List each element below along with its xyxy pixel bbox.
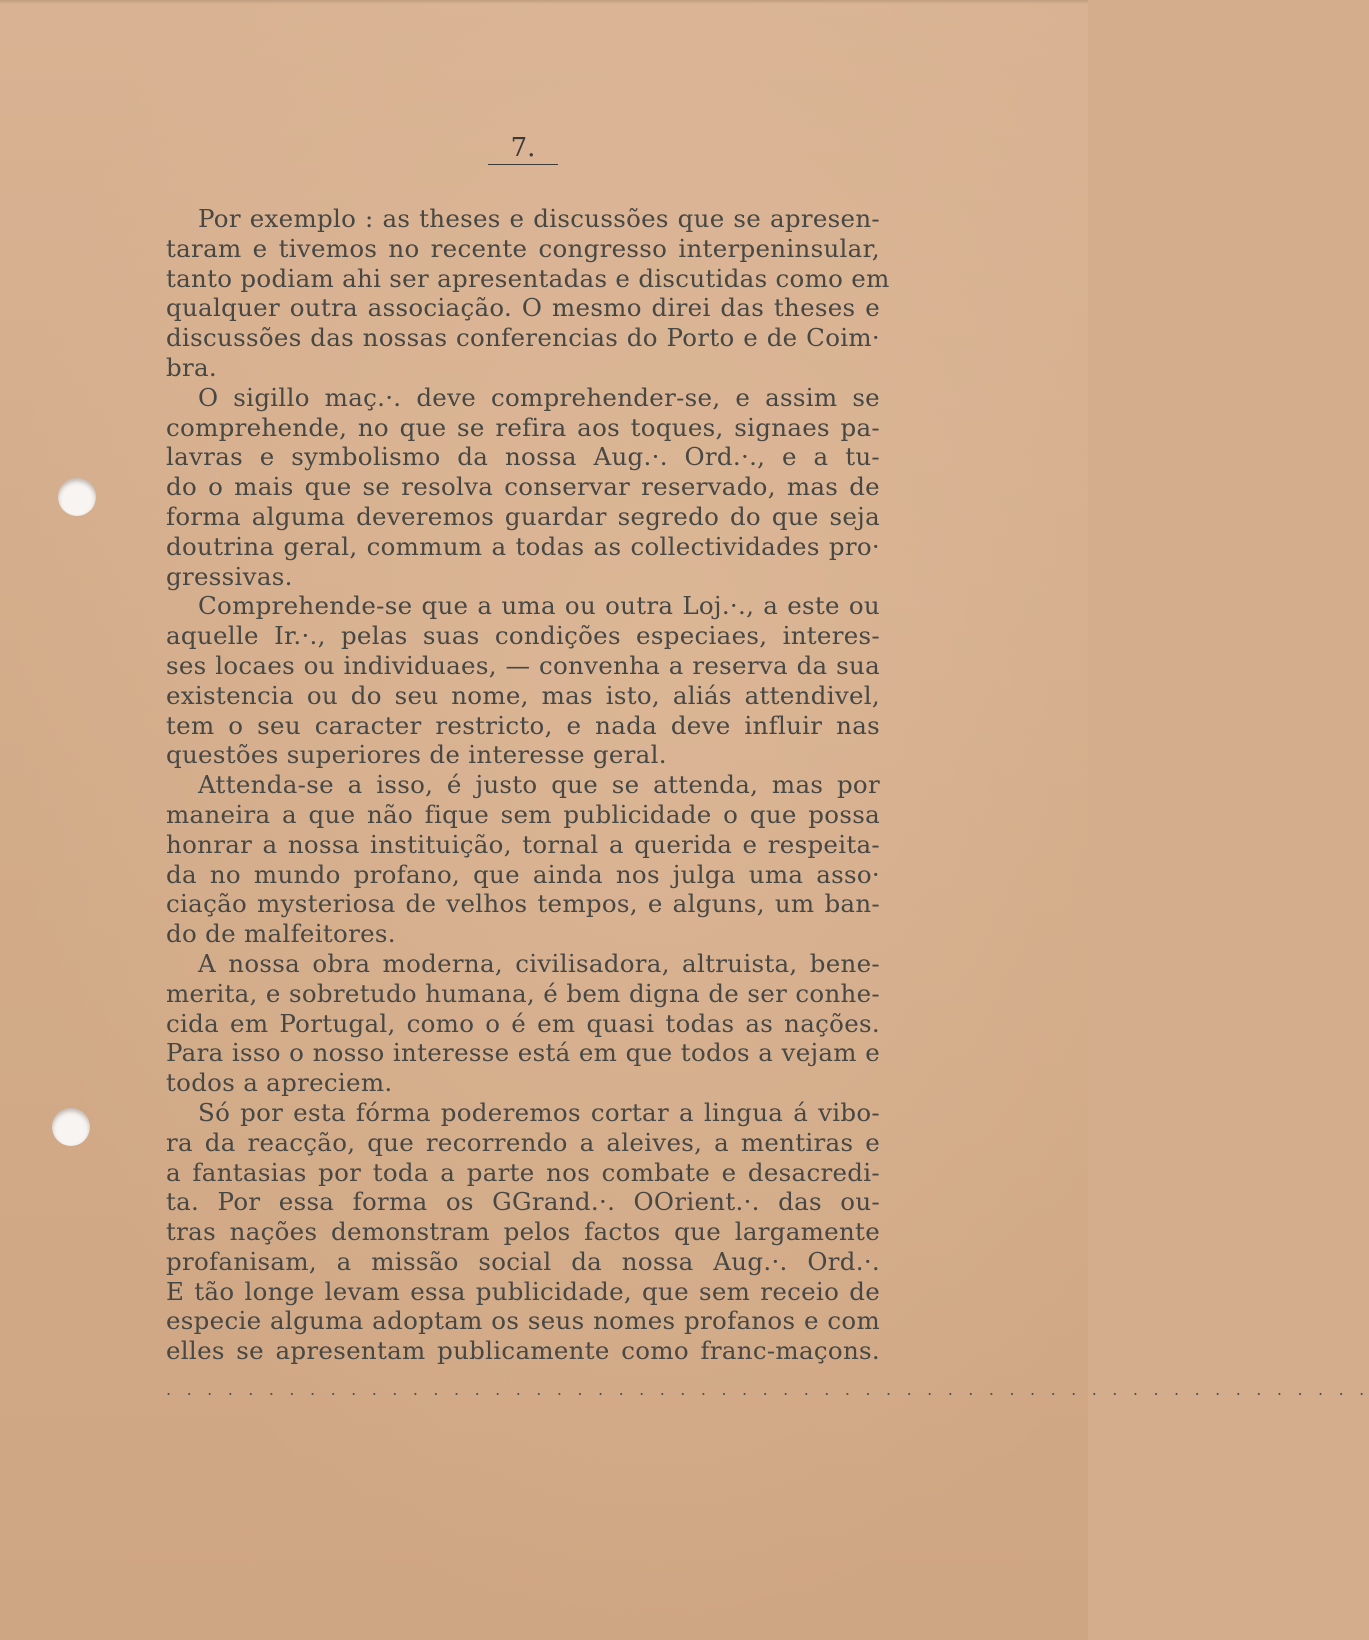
text-line: Attenda-se a isso, é justo que se attenda, mas por — [198, 770, 880, 800]
text-line: honrar a nossa instituição, tornal a querida e respeita- — [166, 829, 880, 859]
dotted-separator: . . . . . . . . . . . . . . . . . . . . . . . . . . . . . . . . . . . . . . . . . . . . . . . . . . . . . . . . . . . — [166, 1380, 1369, 1399]
text-line: Comprehende-se que a uma ou outra Loj.·., a este ou — [198, 591, 880, 621]
punch-hole-lower — [52, 1108, 90, 1146]
text-line: especie alguma adoptam os seus nomes profanos e com — [166, 1306, 880, 1336]
text-line: merita, e sobretudo humana, é bem digna de ser conhe- — [166, 978, 880, 1008]
page-top-edge — [0, 0, 1088, 4]
text-line: ra da reacção, que recorrendo a aleives, a mentiras e — [166, 1127, 880, 1157]
text-line: taram e tivemos no recente congresso interpeninsular, — [166, 233, 880, 263]
text-line: do de malfeitores. — [166, 919, 396, 949]
text-line: da no mundo profano, que ainda nos julga uma asso· — [166, 859, 880, 889]
text-line: ses locaes ou individuaes, — convenha a reserva da sua — [166, 650, 880, 680]
text-line: todos a apreciem. — [166, 1068, 393, 1098]
page-number: 7. — [488, 132, 558, 165]
text-line: a fantasias por toda a parte nos combate e desacredi- — [166, 1157, 880, 1187]
text-line: forma alguma deveremos guardar segredo do que seja — [166, 501, 880, 531]
text-line: qualquer outra associação. O mesmo direi das theses e — [166, 293, 880, 323]
text-line: tanto podiam ahi ser apresentadas e discutidas como em — [166, 263, 890, 293]
text-line: discussões das nossas conferencias do Porto e de Coim· — [166, 323, 880, 353]
text-line: O sigillo maç.·. deve comprehender-se, e assim se — [198, 382, 880, 412]
text-line: existencia ou do seu nome, mas isto, aliás attendivel, — [166, 680, 880, 710]
text-line: gressivas. — [166, 561, 293, 591]
text-line: A nossa obra moderna, civilisadora, altruista, bene- — [198, 948, 880, 978]
text-line: ta. Por essa forma os GGrand.·. OOrient.·. das ou- — [166, 1187, 880, 1217]
text-line: Só por esta fórma poderemos cortar a lingua á vibo- — [198, 1097, 880, 1127]
text-line: comprehende, no que se refira aos toques, signaes pa- — [166, 412, 880, 442]
text-line: Para isso o nosso interesse está em que todos a vejam e — [166, 1038, 880, 1068]
text-line: tem o seu caracter restricto, e nada deve influir nas — [166, 710, 880, 740]
body-text — [166, 204, 890, 1366]
punch-hole-upper — [58, 478, 96, 516]
text-line: questões superiores de interesse geral. — [166, 740, 667, 770]
text-line: aquelle Ir.·., pelas suas condições especiaes, interes- — [166, 621, 880, 651]
text-line: profanisam, a missão social da nossa Aug.·. Ord.·. — [166, 1246, 880, 1276]
text-line: ciação mysteriosa de velhos tempos, e alguns, um ban- — [166, 889, 880, 919]
text-line: do o mais que se resolva conservar reservado, mas de — [166, 472, 880, 502]
text-line: cida em Portugal, como o é em quasi todas as nações. — [166, 1008, 880, 1038]
text-line: lavras e symbolismo da nossa Aug.·. Ord.·., e a tu- — [166, 442, 880, 472]
text-line: elles se apresentam publicamente como franc-maçons. — [166, 1336, 880, 1366]
text-line: E tão longe levam essa publicidade, que sem receio de — [166, 1276, 880, 1306]
text-line: tras nações demonstram pelos factos que largamente — [166, 1217, 880, 1247]
text-line: bra. — [166, 352, 217, 382]
text-line: doutrina geral, commum a todas as collectividades pro· — [166, 531, 880, 561]
text-line: maneira a que não fique sem publicidade o que possa — [166, 799, 880, 829]
text-line: Por exemplo : as theses e discussões que se apresen- — [198, 204, 880, 233]
